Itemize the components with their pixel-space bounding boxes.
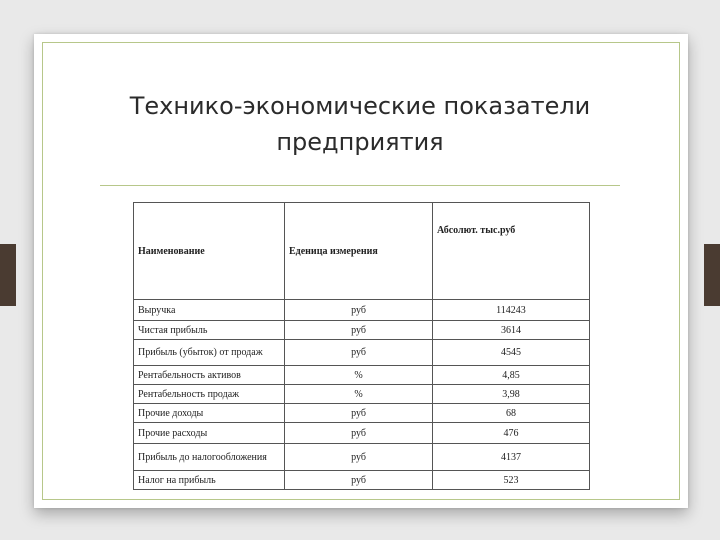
- left-edge-tab: [0, 244, 16, 306]
- table-row: [134, 444, 590, 471]
- row-name: Рентабельность активов: [134, 366, 285, 385]
- slide-title: [100, 88, 620, 160]
- table-row: [134, 340, 590, 366]
- row-value: 4137: [433, 444, 590, 471]
- right-edge-tab: [704, 244, 720, 306]
- row-name: Прибыль до налогообложения: [134, 444, 285, 471]
- row-name: Прочие расходы: [134, 423, 285, 444]
- table-row: [134, 471, 590, 490]
- row-name: Выручка: [134, 300, 285, 321]
- row-name: Прочие доходы: [134, 404, 285, 423]
- row-unit: руб: [285, 471, 433, 490]
- title-divider: [100, 185, 620, 186]
- row-value: 4,85: [433, 366, 590, 385]
- indicators-table: [133, 202, 590, 490]
- row-value: 4545: [433, 340, 590, 366]
- table-row: [134, 366, 590, 385]
- header-unit: Еденица измерения: [285, 203, 433, 300]
- row-unit: %: [285, 385, 433, 404]
- row-value: 3614: [433, 321, 590, 340]
- row-value: 3,98: [433, 385, 590, 404]
- slide-title-line1: Технико-экономические показатели: [129, 92, 591, 120]
- row-unit: руб: [285, 321, 433, 340]
- header-name: Наименование: [134, 203, 285, 300]
- table-row: [134, 300, 590, 321]
- table-header-row: [134, 203, 590, 300]
- row-unit: руб: [285, 444, 433, 471]
- table-row: [134, 385, 590, 404]
- row-value: 114243: [433, 300, 590, 321]
- row-unit: руб: [285, 340, 433, 366]
- row-unit: руб: [285, 300, 433, 321]
- table-row: [134, 404, 590, 423]
- row-value: 68: [433, 404, 590, 423]
- table-row: [134, 321, 590, 340]
- row-value: 476: [433, 423, 590, 444]
- row-value: 523: [433, 471, 590, 490]
- slide-title-line2: предприятия: [276, 128, 444, 156]
- row-unit: %: [285, 366, 433, 385]
- header-absolute: Абсолют. тыс.руб: [433, 203, 590, 300]
- row-name: Прибыль (убыток) от продаж: [134, 340, 285, 366]
- row-name: Чистая прибыль: [134, 321, 285, 340]
- table-row: [134, 423, 590, 444]
- row-name: Налог на прибыль: [134, 471, 285, 490]
- row-unit: руб: [285, 423, 433, 444]
- row-unit: руб: [285, 404, 433, 423]
- row-name: Рентабельность продаж: [134, 385, 285, 404]
